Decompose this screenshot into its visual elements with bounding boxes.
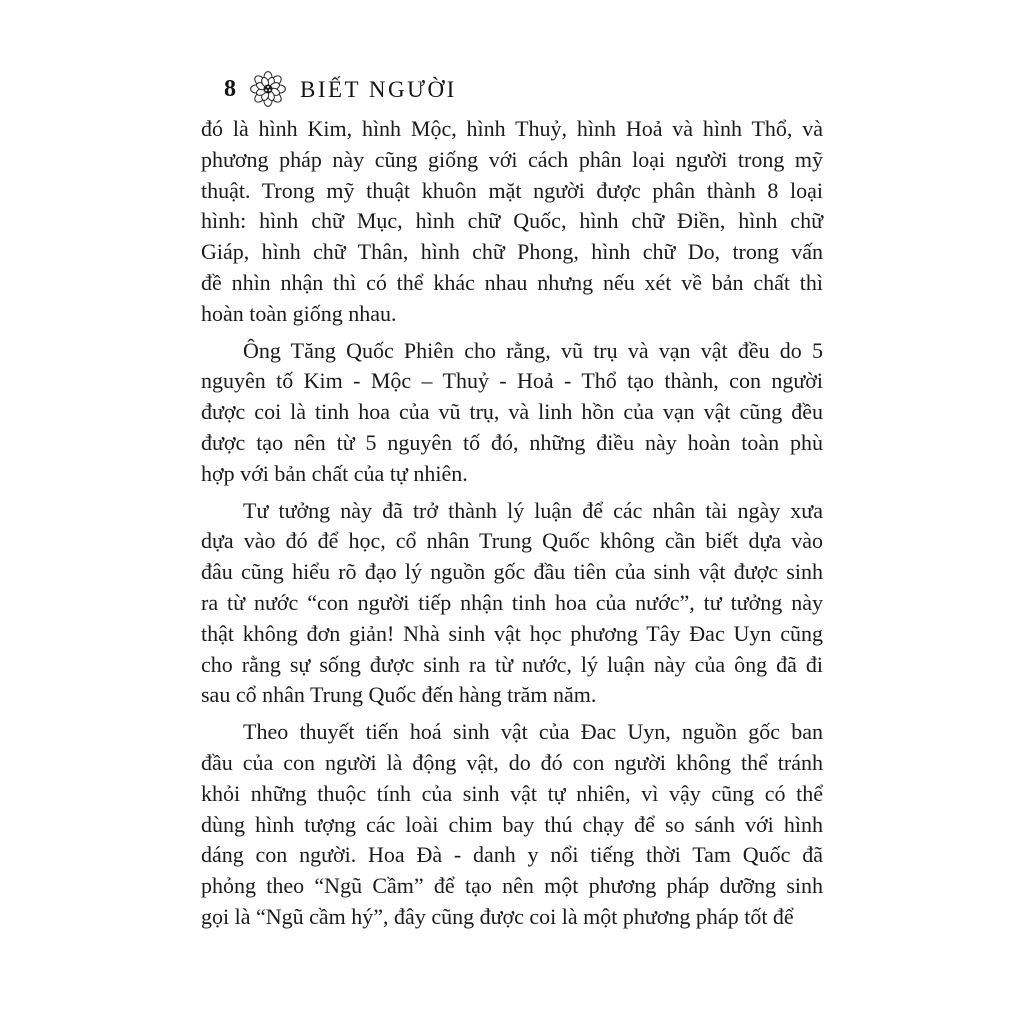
text-line: được coi là tinh hoa của vũ trụ, và linh hồn của vạn vật cũng đều xyxy=(201,399,823,425)
text-line: đó là hình Kim, hình Mộc, hình Thuỷ, hình Hoả và hình Thổ, và xyxy=(201,116,823,141)
text-line: Tư tưởng này đã trở thành lý luận để các nhân tài ngày xưa xyxy=(243,497,823,523)
text-line: phỏng theo “Ngũ Cầm” để tạo nên một phương pháp dưỡng sinh xyxy=(201,873,823,899)
lotus-ornament-icon xyxy=(250,71,286,107)
text-line: nguyên tố Kim - Mộc – Thuỷ - Hoả - Thổ tạo thành, con người xyxy=(201,368,823,394)
body-text xyxy=(201,114,823,933)
text-line: đâu cũng hiểu rõ đạo lý nguồn gốc đầu tiên của sinh vật được sinh xyxy=(201,559,823,585)
running-head xyxy=(224,70,457,108)
paragraph xyxy=(201,496,823,712)
text-line: hình: hình chữ Mục, hình chữ Quốc, hình chữ Điền, hình chữ xyxy=(201,208,823,234)
text-line: cho rằng sự sống được sinh ra từ nước, lý luận này của ông đã đi xyxy=(201,651,823,677)
text-line: dựa vào đó để học, cổ nhân Trung Quốc không cần biết dựa vào xyxy=(201,528,823,554)
paragraph xyxy=(201,114,823,330)
text-line: thật không đơn giản! Nhà sinh vật học phương Tây Đac Uyn cũng xyxy=(201,620,823,646)
text-line: dùng hình tượng các loài chim bay thú chạy để so sánh với hình xyxy=(201,811,823,837)
text-line: hợp với bản chất của tự nhiên. xyxy=(201,460,468,486)
text-line: được tạo nên từ 5 nguyên tố đó, những điều này hoàn toàn phù xyxy=(201,429,823,455)
text-line: hoàn toàn giống nhau. xyxy=(201,300,397,326)
running-title: BIẾT NGƯỜI xyxy=(300,76,457,102)
text-line: gọi là “Ngũ cầm hý”, đây cũng được coi là một phương pháp tốt để xyxy=(201,903,794,929)
text-line: khỏi những thuộc tính của sinh vật tự nhiên, vì vậy cũng có thể xyxy=(201,780,823,806)
text-line: phương pháp này cũng giống với cách phân loại người trong mỹ xyxy=(201,146,823,172)
page-number: 8 xyxy=(224,76,236,102)
text-line: Ông Tăng Quốc Phiên cho rằng, vũ trụ và vạn vật đều do 5 xyxy=(243,337,823,363)
paragraph xyxy=(201,717,823,933)
text-line: ra từ nước “con người tiếp nhận tinh hoa của nước”, tư tưởng này xyxy=(201,589,823,615)
text-line: thuật. Trong mỹ thuật khuôn mặt người được phân thành 8 loại xyxy=(201,177,823,203)
text-line: Theo thuyết tiến hoá sinh vật của Đac Uyn, nguồn gốc ban xyxy=(243,719,823,745)
text-line: đầu của con người là động vật, do đó con người không thể tránh xyxy=(201,749,823,775)
text-line: dáng con người. Hoa Đà - danh y nổi tiếng thời Tam Quốc đã xyxy=(201,842,823,868)
paragraph xyxy=(201,336,823,490)
text-line: sau cổ nhân Trung Quốc đến hàng trăm năm. xyxy=(201,682,597,708)
text-line: Giáp, hình chữ Thân, hình chữ Phong, hình chữ Do, trong vấn xyxy=(201,239,823,265)
text-line: đề nhìn nhận thì có thể khác nhau nhưng nếu xét về bản chất thì xyxy=(201,269,823,295)
